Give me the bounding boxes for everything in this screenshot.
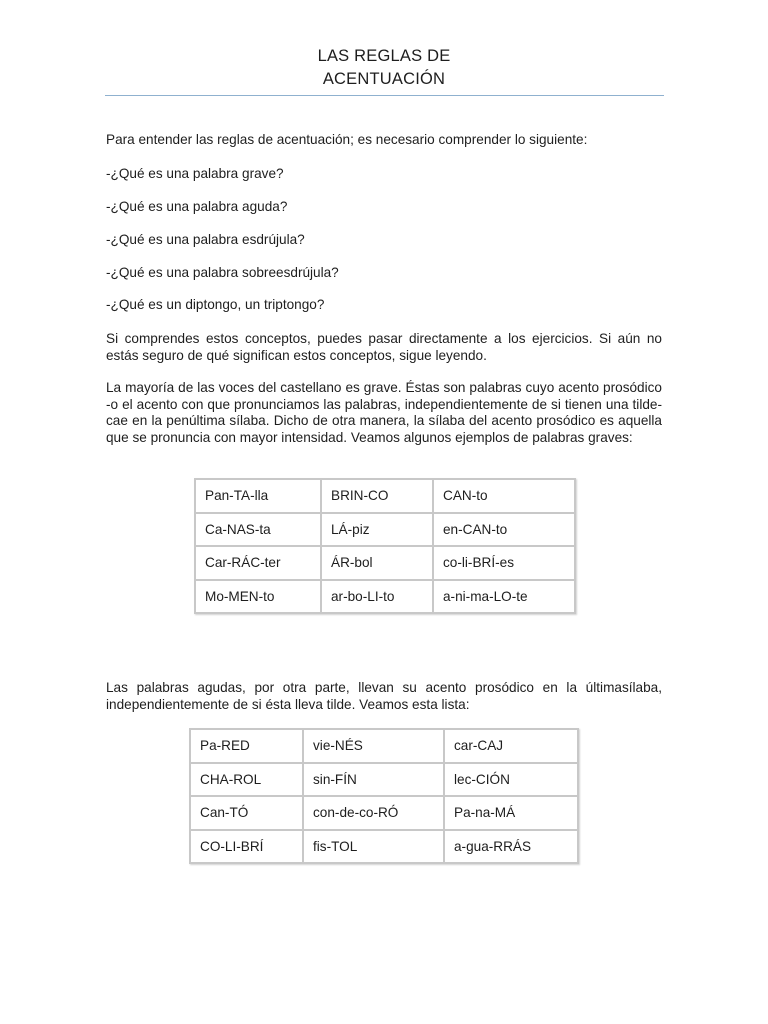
table-cell: co-li-BRÍ-es: [433, 546, 575, 580]
table-cell: ar-bo-LI-to: [321, 580, 433, 614]
table-row: [190, 763, 578, 797]
graves-examples-table: [194, 478, 576, 614]
agudas-paragraph: Las palabras agudas, por otra parte, llevan su acento prosódico en la últimasílaba, independientemente de si ésta lleva tilde. Veamos esta lista:: [106, 680, 662, 712]
document-title: [0, 45, 768, 91]
question-sobreesdrujula: -¿Qué es una palabra sobreesdrújula?: [106, 265, 339, 280]
table-cell: Pa-RED: [190, 729, 303, 763]
table-row: [195, 580, 575, 614]
table-cell: Ca-NAS-ta: [195, 513, 321, 547]
table-row: [190, 796, 578, 830]
question-aguda: -¿Qué es una palabra aguda?: [106, 199, 288, 214]
table-cell: car-CAJ: [444, 729, 578, 763]
document-title-line-2: ACENTUACIÓN: [322, 70, 446, 88]
table-cell: CHA-ROL: [190, 763, 303, 797]
table-cell: Pa-na-MÁ: [444, 796, 578, 830]
table-cell: con-de-co-RÓ: [303, 796, 444, 830]
table-row: [190, 729, 578, 763]
table-cell: LÁ-piz: [321, 513, 433, 547]
table-cell: sin-FÍN: [303, 763, 444, 797]
table-row: [195, 513, 575, 547]
agudas-examples-table: [189, 728, 579, 864]
document-title-line-1: LAS REGLAS DE: [317, 47, 451, 65]
table-cell: BRIN-CO: [321, 479, 433, 513]
table-cell: ÁR-bol: [321, 546, 433, 580]
table-cell: lec-CIÓN: [444, 763, 578, 797]
table-cell: CO-LI-BRÍ: [190, 830, 303, 864]
table-cell: a-gua-RRÁS: [444, 830, 578, 864]
table-row: [195, 546, 575, 580]
table-cell: Mo-MEN-to: [195, 580, 321, 614]
table-cell: vie-NÉS: [303, 729, 444, 763]
table-cell: fis-TOL: [303, 830, 444, 864]
title-underline: [105, 95, 664, 96]
table-row: [195, 479, 575, 513]
table-cell: en-CAN-to: [433, 513, 575, 547]
table-cell: a-ni-ma-LO-te: [433, 580, 575, 614]
table-cell: CAN-to: [433, 479, 575, 513]
table-cell: Car-RÁC-ter: [195, 546, 321, 580]
question-esdrujula: -¿Qué es una palabra esdrújula?: [106, 232, 305, 247]
table-row: [190, 830, 578, 864]
intro-paragraph: Para entender las reglas de acentuación; es necesario comprender lo siguiente:: [106, 132, 588, 147]
question-diptongo: -¿Qué es un diptongo, un triptongo?: [106, 297, 325, 312]
table-cell: Pan-TA-lla: [195, 479, 321, 513]
question-grave: -¿Qué es una palabra grave?: [106, 166, 284, 181]
graves-paragraph: La mayoría de las voces del castellano es grave. Éstas son palabras cuyo acento prosódico -o el acento con que pronunciamos las palabras, independientemente de si tienen una tilde- cae en la penúltima sílaba. Dicho de otra manera, la sílaba del acento prosódico es aquella que se pronuncia con mayor intensidad. Veamos algunos ejemplos de palabras graves:: [106, 380, 662, 445]
concepts-paragraph: Si comprendes estos conceptos, puedes pasar directamente a los ejercicios. Si aún no estás seguro de qué significan estos conceptos, sigue leyendo.: [106, 331, 662, 363]
table-cell: Can-TÓ: [190, 796, 303, 830]
